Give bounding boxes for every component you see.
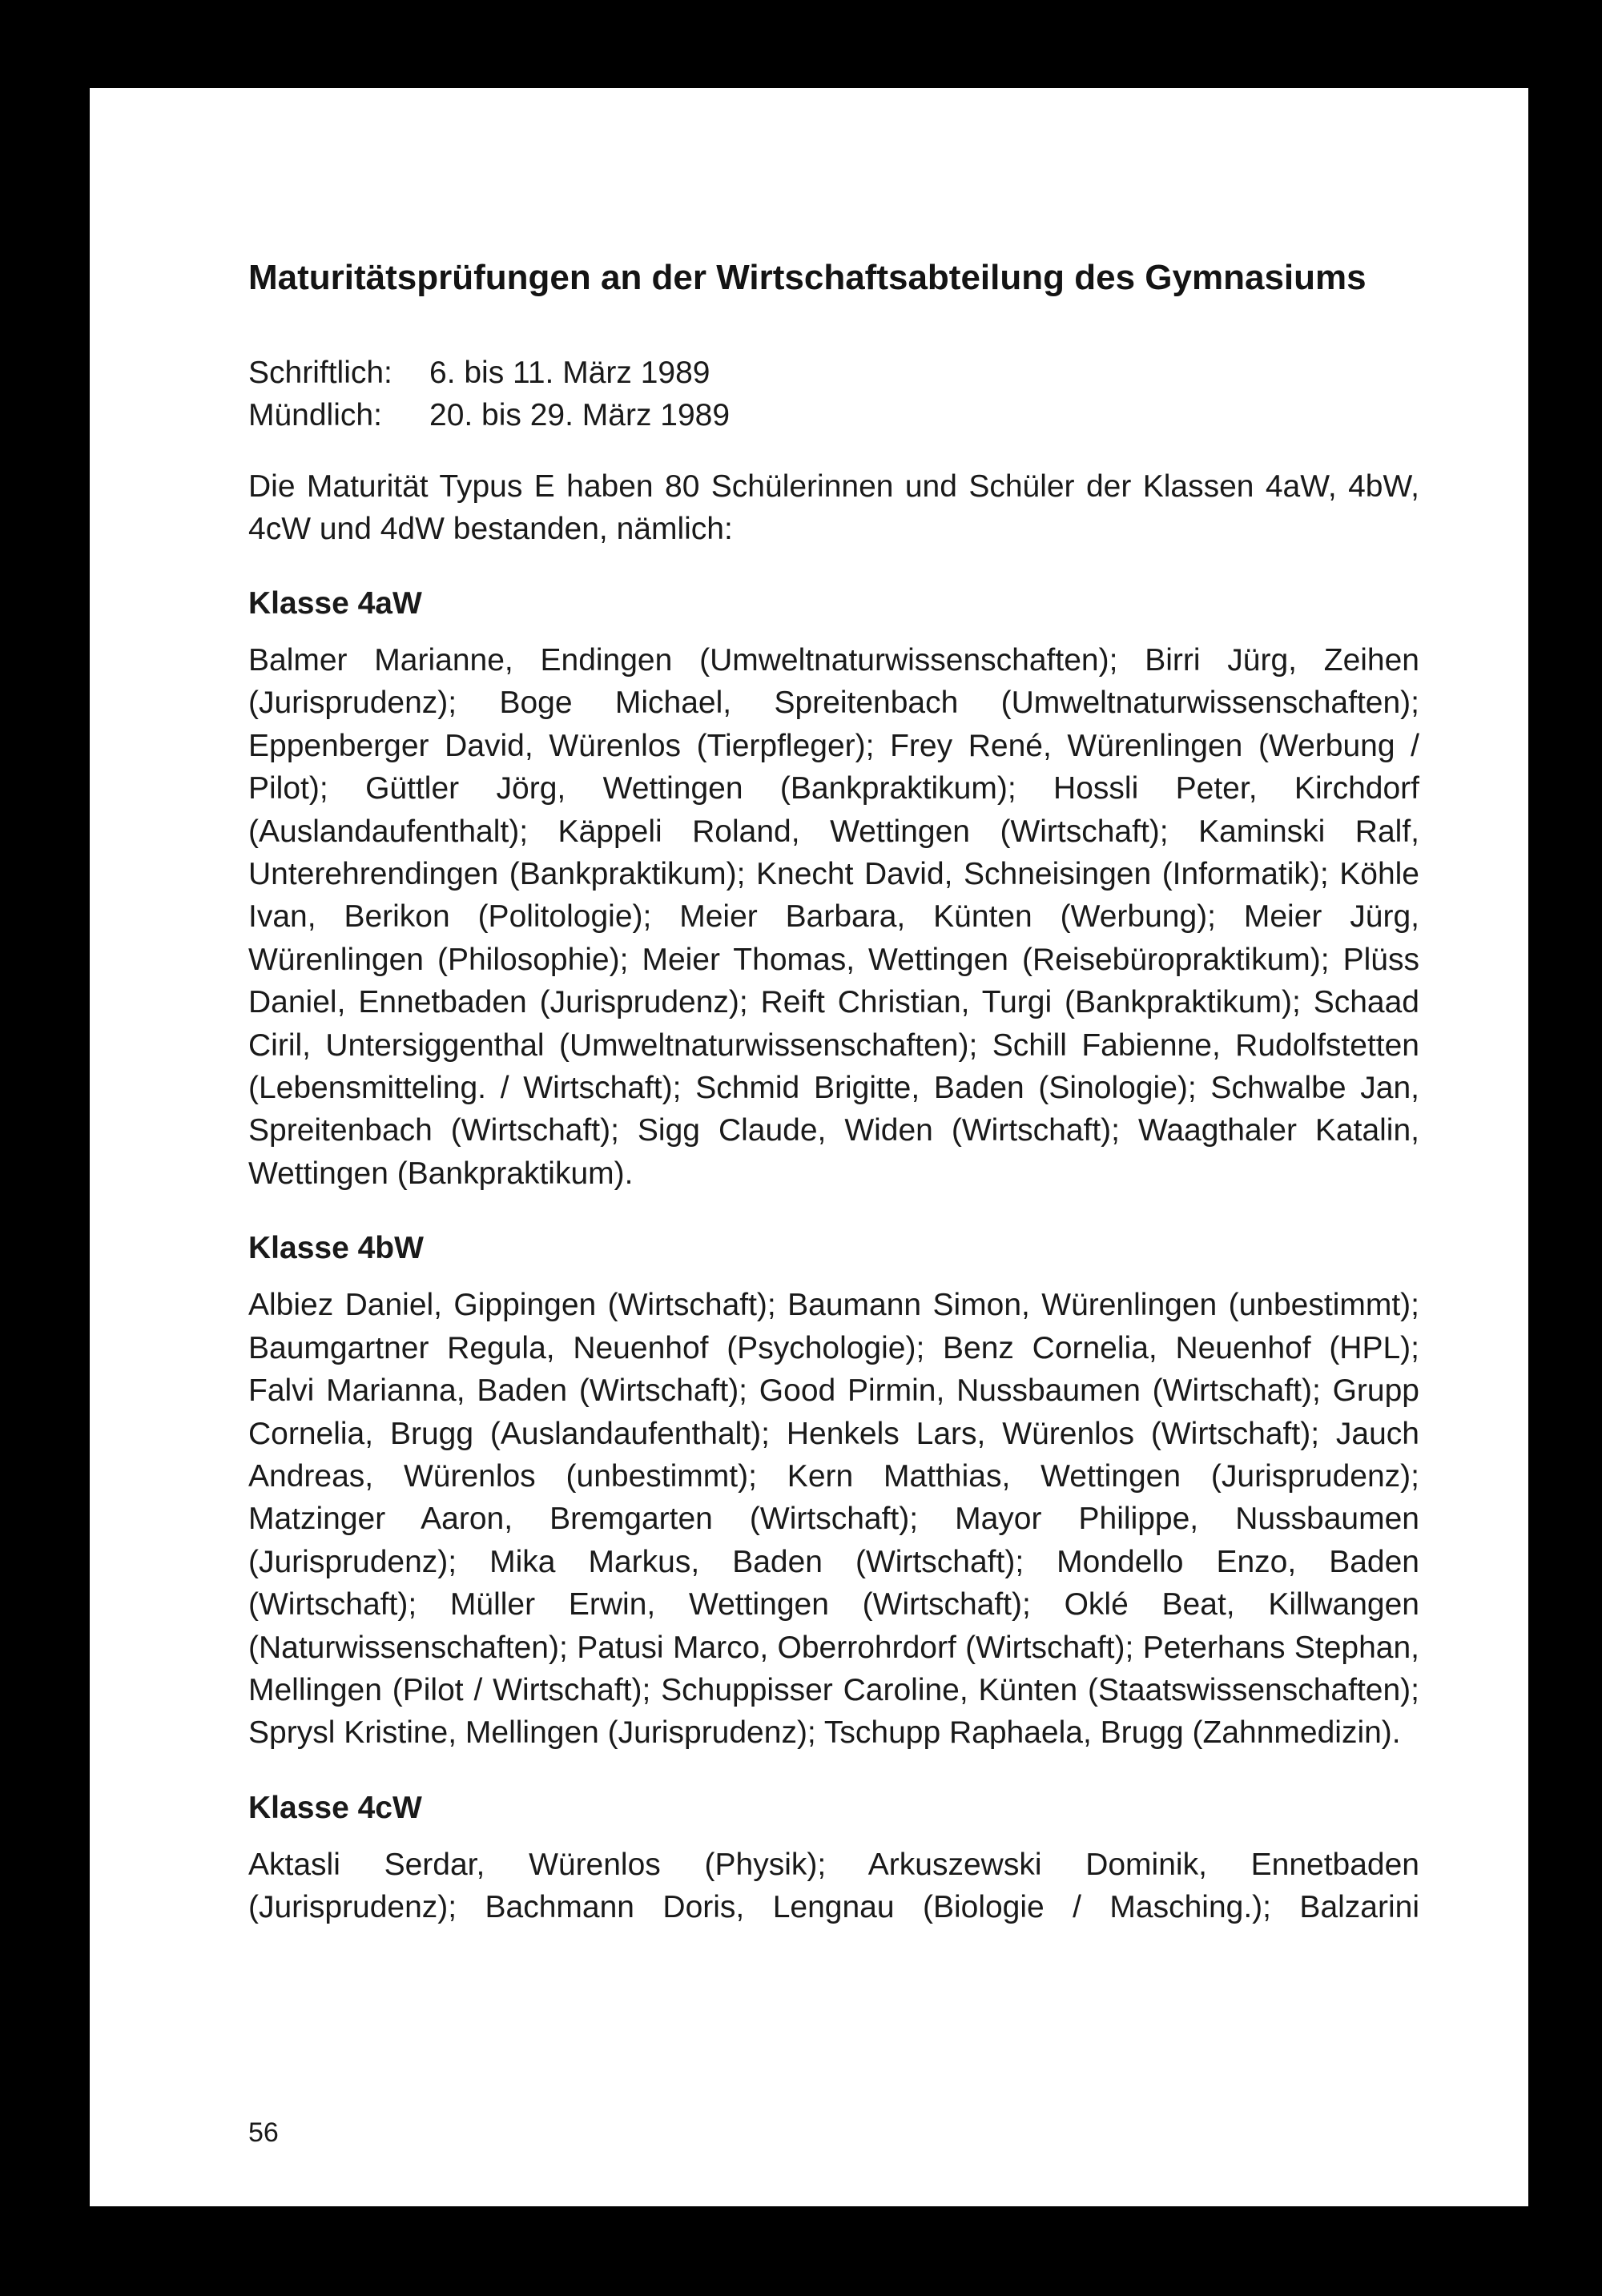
- date-value: 6. bis 11. März 1989: [429, 356, 710, 390]
- section-heading: Klasse 4aW: [248, 586, 422, 621]
- date-row-oral: [248, 394, 1419, 436]
- date-value: 20. bis 29. März 1989: [429, 398, 731, 432]
- section-body: Albiez Daniel, Gippingen (Wirtschaft); Baumann Simon, Würenlingen (unbestimmt); Baumgartner Regula, Neuenhof (Psychologie); Benz Cornelia, Neuenhof (HPL); Falvi Marianna, Baden (Wirtschaft); Good Pirmin, Nussbaumen (Wirtschaft); Grupp Cornelia, Brugg (Auslandaufenthalt); Henkels Lars, Würenlos (Wirtschaft); Jauch Andreas, Würenlos (unbestimmt); Kern Matthias, Wettingen (Jurisprudenz); Matzinger Aaron, Bremgarten (Wirtschaft); Mayor Philippe, Nussbaumen (Jurisprudenz); Mika Markus, Baden (Wirtschaft); Mondello Enzo, Baden (Wirtschaft); Müller Erwin, Wettingen (Wirtschaft); Oklé Beat, Killwangen (Naturwissenschaften); Patusi Marco, Oberrohrdorf (Wirtschaft); Peterhans Stephan, Mellingen (Pilot / Wirtschaft); Schuppisser Caroline, Künten (Staatswissenschaften); Sprysl Kristine, Mellingen (Jurisprudenz); Tschupp Raphaela, Brugg (Zahnmedizin).: [248, 1288, 1419, 1751]
- intro-paragraph: Die Maturität Typus E haben 80 Schülerinnen und Schüler der Klassen 4aW, 4bW, 4cW und 4dW bestanden, nämlich:: [248, 469, 1419, 546]
- exam-dates: [248, 352, 1419, 436]
- section-klasse-4aw: [248, 582, 1419, 1195]
- page-number: 56: [248, 2117, 279, 2148]
- section-klasse-4cw: [248, 1787, 1419, 1929]
- section-klasse-4bw: [248, 1227, 1419, 1754]
- date-label: Mündlich:: [248, 398, 382, 432]
- section-body: Balmer Marianne, Endingen (Umweltnaturwissenschaften); Birri Jürg, Zeihen (Jurisprudenz); Boge Michael, Spreitenbach (Umweltnaturwissenschaften); Eppenberger David, Würenlos (Tierpfleger); Frey René, Würenlingen (Werbung / Pilot); Güttler Jörg, Wettingen (Bankpraktikum); Hossli Peter, Kirchdorf (Auslandaufenthalt); Käppeli Roland, Wettingen (Wirtschaft); Kaminski Ralf, Unterehrendingen (Bankpraktikum); Knecht David, Schneisingen (Informatik); Köhle Ivan, Berikon (Politologie); Meier Barbara, Künten (Werbung); Meier Jürg, Würenlingen (Philosophie); Meier Thomas, Wettingen (Reisebüropraktikum); Plüss Daniel, Ennetbaden (Jurisprudenz); Reift Christian, Turgi (Bankpraktikum); Schaad Ciril, Untersiggenthal (Umweltnaturwissenschaften); Schill Fabienne, Rudolfstetten (Lebensmitteling. / Wirtschaft); Schmid Brigitte, Baden (Sinologie); Schwalbe Jan, Spreitenbach (Wirtschaft); Sigg Claude, Widen (Wirtschaft); Waagthaler Katalin, Wettingen (Bankpraktikum).: [248, 643, 1419, 1191]
- page-content: [248, 252, 1419, 1929]
- section-heading: Klasse 4cW: [248, 1790, 422, 1825]
- page-title: Maturitätsprüfungen an der Wirtschaftsabteilung des Gymnasiums: [248, 258, 1367, 297]
- document-page: [90, 88, 1528, 2206]
- section-body: Aktasli Serdar, Würenlos (Physik); Arkuszewski Dominik, Ennetbaden (Jurisprudenz); Bachmann Doris, Lengnau (Biologie / Masching.); Balzarini: [248, 1847, 1419, 1925]
- date-label: Schriftlich:: [248, 356, 392, 390]
- date-row-written: [248, 352, 1419, 394]
- section-heading: Klasse 4bW: [248, 1231, 424, 1266]
